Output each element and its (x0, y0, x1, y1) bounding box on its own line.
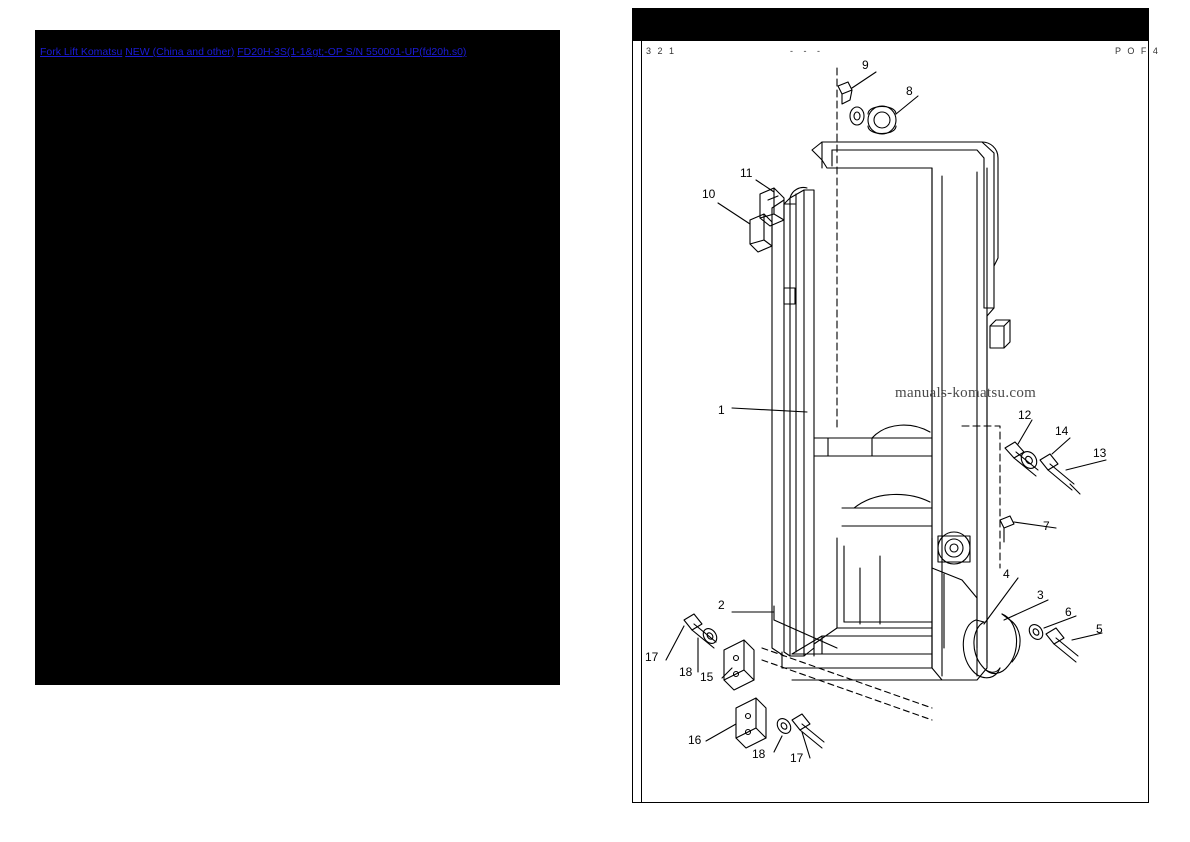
breadcrumb-link-region[interactable]: NEW (China and other) (125, 46, 235, 58)
callout-number-15: 15 (700, 670, 714, 684)
breadcrumb[interactable] (40, 46, 560, 58)
callout-number-17b: 17 (790, 751, 804, 765)
callout-number-5: 5 (1096, 622, 1103, 636)
breadcrumb-link-model[interactable]: FD20H-3S(1-1&gt;-OP S/N 550001-UP(fd20h.s0) (237, 46, 467, 58)
callout-number-18: 18 (679, 665, 693, 679)
callout-number-18b: 18 (752, 747, 766, 761)
callout-number-17: 17 (645, 650, 659, 664)
watermark-text: manuals-komatsu.com (895, 385, 1037, 401)
callout-number-13: 13 (1093, 446, 1107, 460)
callout-number-1: 1 (718, 403, 725, 417)
callout-number-14: 14 (1055, 424, 1069, 438)
callout-number-8: 8 (906, 84, 913, 98)
sheet-code-middle: - - - (790, 46, 824, 56)
callout-number-3: 3 (1037, 588, 1044, 602)
callout-number-12: 12 (1018, 408, 1032, 422)
breadcrumb-link-catalog[interactable]: Fork Lift Komatsu (40, 46, 123, 58)
callout-number-10: 10 (702, 187, 716, 201)
callout-number-4: 4 (1003, 567, 1010, 581)
sheet-code-left: 3 2 1 (646, 46, 677, 56)
callout-number-7: 7 (1043, 519, 1050, 533)
callout-number-11: 11 (740, 166, 753, 180)
callout-number-6: 6 (1065, 605, 1072, 619)
callout-number-16: 16 (688, 733, 702, 747)
callout-number-9: 9 (862, 58, 869, 72)
callout-number-2: 2 (718, 598, 725, 612)
preview-image-panel (35, 30, 560, 685)
sheet-code-right: P O F 4 (1115, 46, 1160, 56)
